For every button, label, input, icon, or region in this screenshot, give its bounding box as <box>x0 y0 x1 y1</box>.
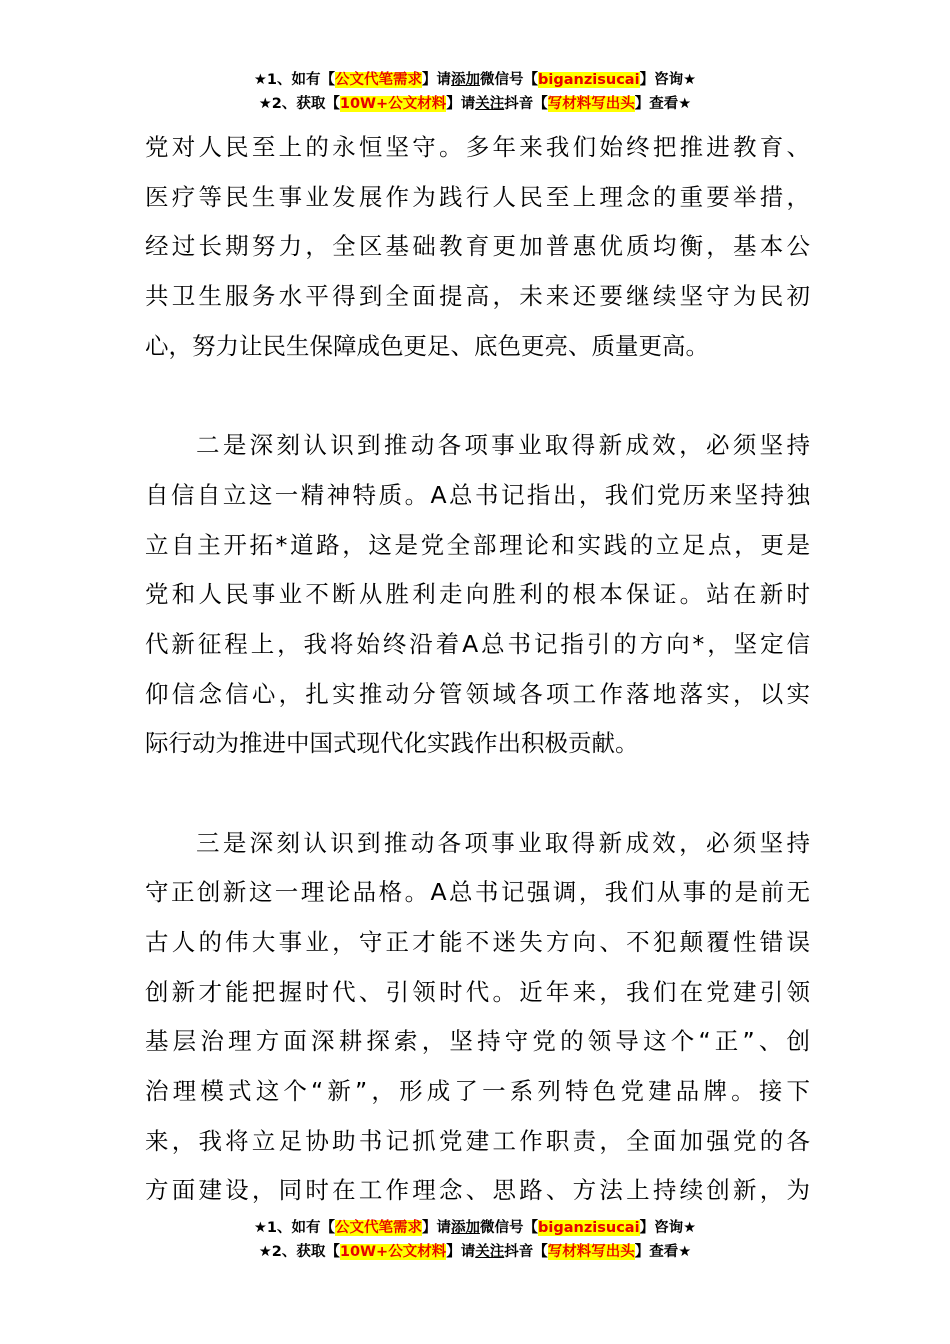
paragraph-start-line: 二是深刻认识到推动各项事业取得新成效，必须坚持 <box>196 431 810 460</box>
text-line: 守正创新这一理论品格。A总书记强调，我们从事的是前无 <box>145 878 810 907</box>
underlined-text: 关注 <box>475 96 505 112</box>
text-line: 医疗等民生事业发展作为践行人民至上理念的重要举措， <box>145 182 810 211</box>
text-line: 自信自立这一精神特质。A总书记指出，我们党历来坚持独 <box>145 480 810 509</box>
wechat-id: biganzisucai <box>538 1220 640 1236</box>
wechat-id: biganzisucai <box>538 72 640 88</box>
text-line: 立自主开拓*道路，这是党全部理论和实践的立足点，更是 <box>145 530 810 559</box>
banner-text: 抖音【 <box>504 1244 548 1260</box>
text-line: 共卫生服务水平得到全面提高，未来还要继续坚守为民初 <box>145 282 810 311</box>
banner-line-1 <box>0 1216 950 1240</box>
text-line: 基层治理方面深耕探索，坚持守党的领导这个“正”、创 <box>145 1027 810 1056</box>
text-line: 际行动为推进中国式现代化实践作出积极贡献。 <box>145 729 639 758</box>
paragraph-start-line: 三是深刻认识到推动各项事业取得新成效，必须坚持 <box>196 828 810 857</box>
text-line: 古人的伟大事业，守正才能不迷失方向、不犯颠覆性错误 <box>145 928 810 956</box>
highlight-text: 公文代笔需求 <box>335 72 423 88</box>
banner-line-2 <box>0 1240 950 1264</box>
banner-text: 抖音【 <box>504 96 548 112</box>
banner-text: 】请 <box>422 72 452 88</box>
banner-text: 微信号【 <box>480 72 539 88</box>
douyin-account: 写材料写出头 <box>547 96 635 112</box>
banner-line-2 <box>0 92 950 116</box>
highlight-text: 10W+公文材料 <box>339 1244 447 1260</box>
highlight-text: 公文代笔需求 <box>335 1220 423 1236</box>
banner-text: 微信号【 <box>480 1220 539 1236</box>
text-line: 经过长期努力，全区基础教育更加普惠优质均衡，基本公 <box>145 232 810 261</box>
text-line: 仰信念信心，扎实推动分管领域各项工作落地落实，以实 <box>145 679 810 708</box>
banner-line-1 <box>0 68 950 92</box>
banner-text: 】咨询★ <box>639 72 697 88</box>
banner-text: ★1、如有【 <box>253 72 336 88</box>
underlined-text: 关注 <box>475 1244 505 1260</box>
banner-text: ★1、如有【 <box>253 1220 336 1236</box>
text-line: 心，努力让民生保障成色更足、底色更亮、质量更高。 <box>145 331 709 360</box>
banner-text: ★2、获取【 <box>258 1244 340 1260</box>
banner-text: 】请 <box>422 1220 452 1236</box>
text-line: 方面建设，同时在工作理念、思路、方法上持续创新，为 <box>145 1176 810 1205</box>
banner-text: 】咨询★ <box>639 1220 697 1236</box>
underlined-text: 添加 <box>451 72 481 88</box>
paragraph-gap <box>145 371 810 421</box>
underlined-text: 添加 <box>451 1220 481 1236</box>
banner-text: ★2、获取【 <box>258 96 340 112</box>
highlight-text: 10W+公文材料 <box>339 96 447 112</box>
text-line: 党对人民至上的永恒坚守。多年来我们始终把推进教育、 <box>145 133 810 161</box>
banner-text: 】请 <box>446 1244 476 1260</box>
banner-text: 】查看★ <box>634 96 692 112</box>
text-line: 来，我将立足协助书记抓党建工作职责，全面加强党的各 <box>145 1126 810 1155</box>
text-line: 党和人民事业不断从胜利走向胜利的根本保证。站在新时 <box>145 580 810 609</box>
banner-text: 】查看★ <box>634 1244 692 1260</box>
text-line: 治理模式这个“新”，形成了一系列特色党建品牌。接下 <box>145 1077 810 1106</box>
paragraph-gap <box>145 769 810 819</box>
footer-banner <box>0 1216 950 1264</box>
text-line: 创新才能把握时代、引领时代。近年来，我们在党建引领 <box>145 977 810 1006</box>
banner-text: 】请 <box>446 96 476 112</box>
document-body <box>145 123 810 1216</box>
douyin-account: 写材料写出头 <box>547 1244 635 1260</box>
text-line: 代新征程上，我将始终沿着A总书记指引的方向*，坚定信 <box>145 629 810 658</box>
header-banner <box>0 68 950 116</box>
